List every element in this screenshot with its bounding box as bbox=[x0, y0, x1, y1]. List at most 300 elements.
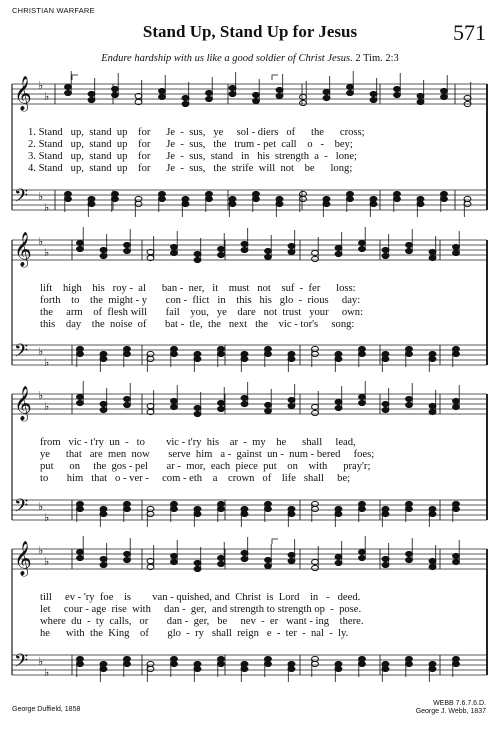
note-head bbox=[323, 89, 330, 94]
note-head bbox=[382, 562, 389, 567]
note-head bbox=[100, 556, 107, 561]
hymn-title: Stand Up, Stand Up for Jesus bbox=[142, 22, 358, 41]
note-head bbox=[124, 402, 131, 407]
flat-sign: ♭ bbox=[44, 400, 50, 413]
lyric-line: forth to the might - y con - flict in this his glo - rious day: bbox=[40, 295, 361, 306]
note-head bbox=[382, 351, 389, 356]
flat-sign: ♭ bbox=[44, 511, 50, 524]
hymn-number: 571 bbox=[453, 20, 486, 45]
note-head bbox=[135, 201, 142, 206]
treble-clef: 𝄞 bbox=[14, 386, 32, 421]
lyric-line: 3. Stand up, stand up for Je - sus, stand in his strength a - lone; bbox=[28, 151, 357, 162]
note-head bbox=[312, 351, 319, 356]
note-head bbox=[171, 506, 178, 511]
lyric-line: 2. Stand up, stand up for Je - sus, the trum - pet call o - bey; bbox=[28, 139, 353, 150]
note-head bbox=[335, 560, 342, 565]
note-head bbox=[406, 506, 413, 511]
tune-name: WEBB 7.6.7.6.D. bbox=[433, 700, 486, 707]
note-head bbox=[218, 501, 225, 506]
bass-clef: 𝄢 bbox=[14, 651, 29, 676]
note-head bbox=[453, 351, 460, 356]
lyric-line: let cour - age rise with dan - ger, and strength to strength op - pose. bbox=[40, 604, 362, 615]
note-head bbox=[335, 554, 342, 559]
note-head bbox=[88, 91, 95, 96]
note-head bbox=[77, 506, 84, 511]
lyric-line: he with the King of glo - ry shall reign e - ter - nal - ly. bbox=[40, 628, 349, 639]
note-head bbox=[229, 85, 236, 90]
note-head bbox=[124, 557, 131, 562]
note-head bbox=[124, 506, 131, 511]
note-head bbox=[100, 247, 107, 252]
flat-sign: ♭ bbox=[38, 345, 44, 358]
note-head bbox=[218, 656, 225, 661]
note-head bbox=[100, 666, 107, 671]
note-head bbox=[77, 656, 84, 661]
lyric-line: put on the gos - pel ar - mor, each piece put on with pray'r; bbox=[40, 461, 371, 472]
note-head bbox=[406, 551, 413, 556]
note-head bbox=[100, 661, 107, 666]
note-head bbox=[253, 98, 260, 103]
note-head bbox=[394, 196, 401, 201]
note-head bbox=[124, 656, 131, 661]
note-head bbox=[335, 506, 342, 511]
note-head bbox=[453, 506, 460, 511]
note-head bbox=[288, 403, 295, 408]
note-head bbox=[382, 511, 389, 516]
note-head bbox=[182, 201, 189, 206]
note-head bbox=[218, 351, 225, 356]
note-head bbox=[406, 661, 413, 666]
treble-clef: 𝄞 bbox=[14, 76, 32, 111]
note-head bbox=[453, 244, 460, 249]
lyric-line: till ev - 'ry foe is van - quished, and Christ is Lord in - deed. bbox=[40, 592, 361, 603]
note-head bbox=[194, 351, 201, 356]
note-head bbox=[171, 553, 178, 558]
note-head bbox=[359, 555, 366, 560]
note-head bbox=[171, 346, 178, 351]
note-head bbox=[124, 346, 131, 351]
epigraph-reference: 2 Tim. 2:3 bbox=[355, 53, 399, 64]
note-head bbox=[112, 191, 119, 196]
note-head bbox=[194, 511, 201, 516]
note-head bbox=[347, 196, 354, 201]
note-head bbox=[253, 92, 260, 97]
flat-sign: ♭ bbox=[38, 500, 44, 513]
note-head bbox=[417, 196, 424, 201]
note-head bbox=[100, 407, 107, 412]
note-head bbox=[265, 506, 272, 511]
note-head bbox=[312, 661, 319, 666]
note-head bbox=[288, 351, 295, 356]
note-head bbox=[359, 246, 366, 251]
note-head bbox=[382, 247, 389, 252]
note-head bbox=[124, 661, 131, 666]
flat-sign: ♭ bbox=[44, 201, 50, 214]
note-head bbox=[359, 656, 366, 661]
note-head bbox=[218, 346, 225, 351]
tune-credit bbox=[416, 700, 486, 716]
note-head bbox=[77, 400, 84, 405]
note-head bbox=[300, 191, 307, 196]
lyric-line: ye that are men now serve him a - gainst un - num - bered foes; bbox=[40, 449, 375, 460]
phrase-mark bbox=[272, 539, 278, 544]
note-head bbox=[453, 398, 460, 403]
note-head bbox=[406, 346, 413, 351]
note-head bbox=[406, 248, 413, 253]
note-head bbox=[218, 406, 225, 411]
note-head bbox=[124, 501, 131, 506]
note-head bbox=[335, 245, 342, 250]
note-head bbox=[159, 196, 166, 201]
note-head bbox=[241, 666, 248, 671]
bass-clef: 𝄢 bbox=[14, 496, 29, 521]
note-head bbox=[241, 247, 248, 252]
note-head bbox=[171, 559, 178, 564]
note-head bbox=[88, 201, 95, 206]
note-head bbox=[406, 396, 413, 401]
note-head bbox=[323, 95, 330, 100]
note-head bbox=[382, 407, 389, 412]
note-head bbox=[359, 394, 366, 399]
note-head bbox=[147, 661, 154, 666]
note-head bbox=[312, 256, 319, 261]
note-head bbox=[312, 346, 319, 351]
note-head bbox=[429, 351, 436, 356]
note-head bbox=[171, 398, 178, 403]
note-head bbox=[406, 242, 413, 247]
note-head bbox=[100, 351, 107, 356]
note-head bbox=[112, 86, 119, 91]
note-head bbox=[312, 501, 319, 506]
note-head bbox=[359, 240, 366, 245]
note-head bbox=[276, 87, 283, 92]
note-head bbox=[288, 356, 295, 361]
note-head bbox=[241, 661, 248, 666]
lyric-line: from vic - t'ry un - to vic - t'ry his ar - my he shall lead, bbox=[40, 437, 356, 448]
note-head bbox=[218, 661, 225, 666]
note-head bbox=[100, 506, 107, 511]
note-head bbox=[276, 201, 283, 206]
note-head bbox=[288, 661, 295, 666]
note-head bbox=[194, 251, 201, 256]
note-head bbox=[359, 506, 366, 511]
note-head bbox=[453, 559, 460, 564]
note-head bbox=[406, 501, 413, 506]
note-head bbox=[288, 666, 295, 671]
note-head bbox=[182, 101, 189, 106]
note-head bbox=[194, 566, 201, 571]
note-head bbox=[265, 563, 272, 568]
phrase-mark bbox=[272, 75, 278, 80]
note-head bbox=[77, 549, 84, 554]
note-head bbox=[147, 506, 154, 511]
note-head bbox=[359, 501, 366, 506]
lyric-line: lift high his roy - al ban - ner, it must not suf - fer loss: bbox=[40, 283, 356, 294]
note-head bbox=[417, 99, 424, 104]
note-head bbox=[147, 356, 154, 361]
note-head bbox=[370, 196, 377, 201]
flat-sign: ♭ bbox=[44, 666, 50, 679]
note-head bbox=[265, 248, 272, 253]
note-head bbox=[77, 351, 84, 356]
note-head bbox=[229, 196, 236, 201]
note-head bbox=[182, 196, 189, 201]
note-head bbox=[441, 94, 448, 99]
note-head bbox=[182, 95, 189, 100]
note-head bbox=[124, 396, 131, 401]
note-head bbox=[241, 556, 248, 561]
flat-sign: ♭ bbox=[38, 79, 44, 92]
note-head bbox=[276, 93, 283, 98]
note-head bbox=[241, 241, 248, 246]
note-head bbox=[265, 408, 272, 413]
note-head bbox=[429, 661, 436, 666]
note-head bbox=[194, 666, 201, 671]
note-head bbox=[464, 196, 471, 201]
note-head bbox=[124, 248, 131, 253]
note-head bbox=[218, 561, 225, 566]
lyric-line: to him that o - ver - com - eth a crown of life shall be; bbox=[40, 473, 351, 484]
note-head bbox=[312, 565, 319, 570]
note-head bbox=[335, 356, 342, 361]
note-head bbox=[206, 96, 213, 101]
flat-sign: ♭ bbox=[38, 655, 44, 668]
note-head bbox=[147, 351, 154, 356]
note-head bbox=[429, 511, 436, 516]
note-head bbox=[206, 196, 213, 201]
note-head bbox=[100, 356, 107, 361]
note-head bbox=[417, 93, 424, 98]
note-head bbox=[171, 404, 178, 409]
note-head bbox=[382, 506, 389, 511]
note-head bbox=[335, 511, 342, 516]
note-head bbox=[100, 511, 107, 516]
note-head bbox=[77, 346, 84, 351]
note-head bbox=[276, 196, 283, 201]
note-head bbox=[335, 405, 342, 410]
note-head bbox=[453, 553, 460, 558]
flat-sign: ♭ bbox=[38, 389, 44, 402]
note-head bbox=[229, 91, 236, 96]
note-head bbox=[406, 656, 413, 661]
note-head bbox=[441, 196, 448, 201]
note-head bbox=[194, 506, 201, 511]
note-head bbox=[194, 257, 201, 262]
note-head bbox=[171, 501, 178, 506]
lyric-line: 1. Stand up, stand up for Je - sus, ye sol - diers of the cross; bbox=[28, 127, 365, 138]
note-head bbox=[453, 346, 460, 351]
note-head bbox=[359, 351, 366, 356]
note-head bbox=[218, 246, 225, 251]
note-head bbox=[147, 666, 154, 671]
note-head bbox=[253, 196, 260, 201]
note-head bbox=[124, 351, 131, 356]
note-head bbox=[288, 511, 295, 516]
note-head bbox=[159, 88, 166, 93]
note-head bbox=[65, 196, 72, 201]
note-head bbox=[65, 84, 72, 89]
note-head bbox=[241, 511, 248, 516]
note-head bbox=[453, 250, 460, 255]
note-head bbox=[241, 401, 248, 406]
note-head bbox=[429, 403, 436, 408]
note-head bbox=[312, 656, 319, 661]
note-head bbox=[312, 506, 319, 511]
note-head bbox=[265, 501, 272, 506]
note-head bbox=[429, 666, 436, 671]
note-head bbox=[300, 100, 307, 105]
note-head bbox=[171, 244, 178, 249]
note-head bbox=[159, 191, 166, 196]
note-head bbox=[241, 506, 248, 511]
note-head bbox=[194, 356, 201, 361]
composer-credit: George J. Webb, 1837 bbox=[415, 708, 486, 715]
note-head bbox=[194, 560, 201, 565]
note-head bbox=[265, 656, 272, 661]
note-head bbox=[370, 97, 377, 102]
note-head bbox=[112, 196, 119, 201]
note-head bbox=[359, 661, 366, 666]
note-head bbox=[382, 666, 389, 671]
note-head bbox=[206, 90, 213, 95]
note-head bbox=[288, 558, 295, 563]
note-head bbox=[335, 399, 342, 404]
note-head bbox=[288, 397, 295, 402]
note-head bbox=[253, 191, 260, 196]
note-head bbox=[394, 86, 401, 91]
note-head bbox=[359, 549, 366, 554]
epigraph-text: Endure hardship with us like a good soldier of Christ Jesus. bbox=[101, 53, 353, 64]
note-head bbox=[77, 394, 84, 399]
note-head bbox=[171, 351, 178, 356]
lyric-line: this day the noise of bat - tle, the next the vic - tor's song: bbox=[40, 319, 355, 330]
note-head bbox=[394, 92, 401, 97]
note-head bbox=[77, 661, 84, 666]
note-head bbox=[171, 656, 178, 661]
note-head bbox=[429, 506, 436, 511]
note-head bbox=[100, 253, 107, 258]
note-head bbox=[453, 404, 460, 409]
bass-clef: 𝄢 bbox=[14, 341, 29, 366]
note-head bbox=[429, 255, 436, 260]
note-head bbox=[382, 556, 389, 561]
note-head bbox=[77, 555, 84, 560]
note-head bbox=[77, 501, 84, 506]
note-head bbox=[323, 196, 330, 201]
note-head bbox=[265, 351, 272, 356]
note-head bbox=[288, 243, 295, 248]
lyric-line: the arm of flesh will fail you, ye dare not trust your own: bbox=[40, 307, 364, 318]
flat-sign: ♭ bbox=[38, 235, 44, 248]
note-head bbox=[241, 550, 248, 555]
flat-sign: ♭ bbox=[44, 356, 50, 369]
note-head bbox=[441, 191, 448, 196]
note-head bbox=[429, 409, 436, 414]
note-head bbox=[406, 351, 413, 356]
treble-clef: 𝄞 bbox=[14, 541, 32, 576]
treble-clef: 𝄞 bbox=[14, 232, 32, 267]
note-head bbox=[229, 201, 236, 206]
note-head bbox=[406, 557, 413, 562]
note-head bbox=[335, 251, 342, 256]
flat-sign: ♭ bbox=[44, 246, 50, 259]
note-head bbox=[241, 395, 248, 400]
author-credit: George Duffield, 1858 bbox=[12, 706, 81, 713]
note-head bbox=[218, 252, 225, 257]
note-head bbox=[406, 402, 413, 407]
bass-clef: 𝄢 bbox=[14, 186, 29, 211]
note-head bbox=[429, 558, 436, 563]
note-head bbox=[171, 250, 178, 255]
note-head bbox=[218, 506, 225, 511]
note-head bbox=[288, 506, 295, 511]
note-head bbox=[88, 196, 95, 201]
note-head bbox=[288, 552, 295, 557]
note-head bbox=[124, 551, 131, 556]
note-head bbox=[429, 356, 436, 361]
note-head bbox=[265, 254, 272, 259]
note-head bbox=[265, 661, 272, 666]
flat-sign: ♭ bbox=[38, 190, 44, 203]
note-head bbox=[335, 351, 342, 356]
note-head bbox=[100, 401, 107, 406]
note-head bbox=[265, 557, 272, 562]
flat-sign: ♭ bbox=[44, 555, 50, 568]
note-head bbox=[265, 402, 272, 407]
note-head bbox=[77, 240, 84, 245]
note-head bbox=[453, 661, 460, 666]
lyric-line: 4. Stand up, stand up for Je - sus, the strife will not be long; bbox=[28, 163, 353, 174]
note-head bbox=[453, 501, 460, 506]
note-head bbox=[241, 356, 248, 361]
note-head bbox=[464, 95, 471, 100]
note-head bbox=[394, 191, 401, 196]
note-head bbox=[65, 90, 72, 95]
note-head bbox=[382, 401, 389, 406]
note-head bbox=[347, 90, 354, 95]
note-head bbox=[347, 84, 354, 89]
lyric-line: where du - ty calls, or dan - ger, be nev - er want - ing there. bbox=[40, 616, 364, 627]
note-head bbox=[347, 191, 354, 196]
note-head bbox=[382, 253, 389, 258]
note-head bbox=[159, 94, 166, 99]
note-head bbox=[265, 346, 272, 351]
note-head bbox=[370, 201, 377, 206]
note-head bbox=[359, 400, 366, 405]
flat-sign: ♭ bbox=[38, 544, 44, 557]
note-head bbox=[171, 661, 178, 666]
note-head bbox=[100, 562, 107, 567]
note-head bbox=[300, 196, 307, 201]
note-head bbox=[218, 400, 225, 405]
note-head bbox=[288, 249, 295, 254]
note-head bbox=[218, 555, 225, 560]
note-head bbox=[441, 88, 448, 93]
note-head bbox=[370, 91, 377, 96]
note-head bbox=[359, 346, 366, 351]
note-head bbox=[124, 242, 131, 247]
note-head bbox=[112, 92, 119, 97]
note-head bbox=[382, 356, 389, 361]
note-head bbox=[65, 191, 72, 196]
note-head bbox=[335, 661, 342, 666]
note-head bbox=[147, 511, 154, 516]
phrase-mark bbox=[72, 75, 78, 80]
note-head bbox=[429, 249, 436, 254]
note-head bbox=[88, 97, 95, 102]
note-head bbox=[417, 201, 424, 206]
note-head bbox=[323, 201, 330, 206]
